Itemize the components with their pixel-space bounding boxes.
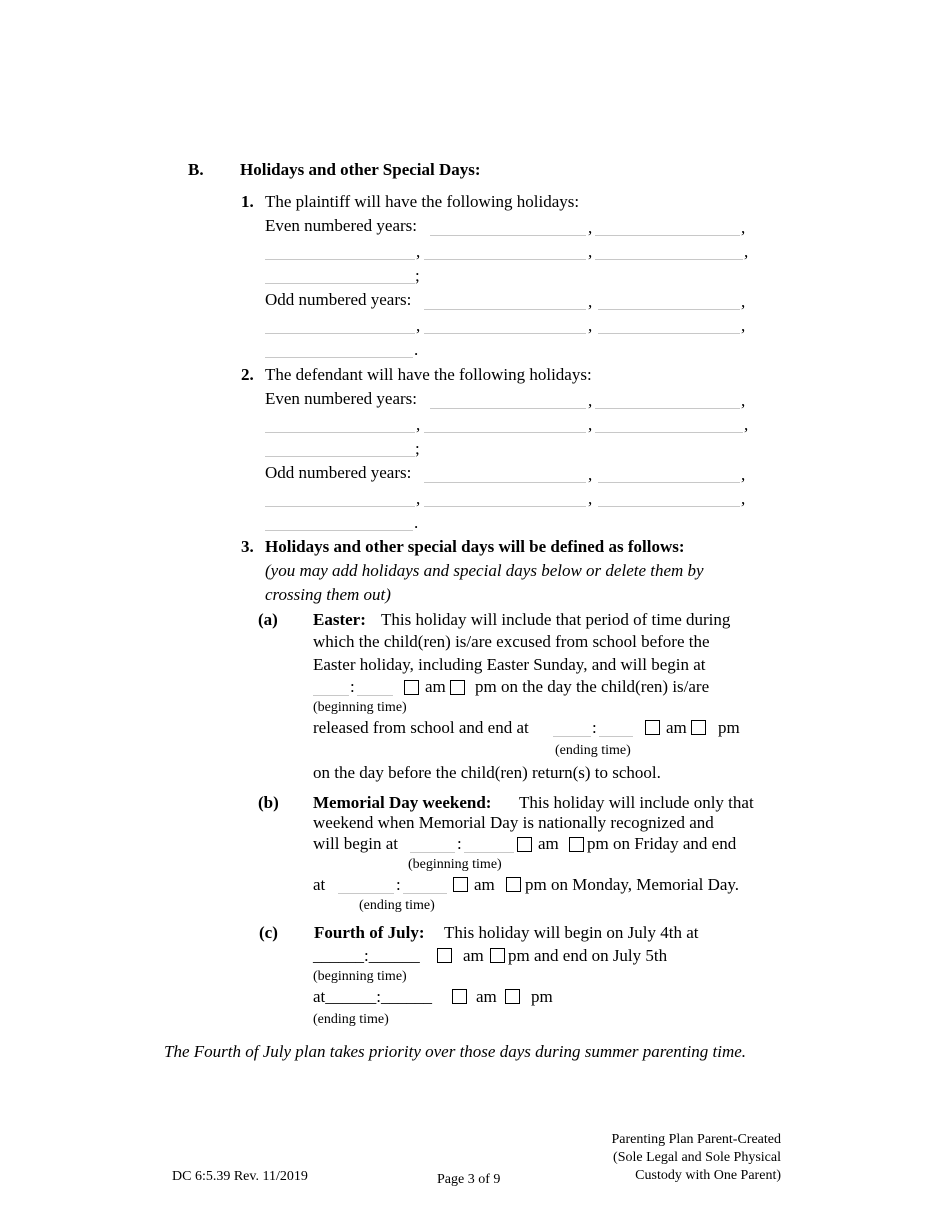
memorial-begin-am-label: am (538, 834, 559, 853)
easter-begin-am-checkbox[interactable] (404, 680, 419, 695)
memorial-begin-hour-field[interactable] (410, 852, 455, 853)
memorial-begin-pm-checkbox[interactable] (569, 837, 584, 852)
defendant-even-field-1[interactable] (430, 408, 586, 409)
july-title: Fourth of July: (314, 923, 425, 942)
plaintiff-odd-field-1[interactable] (424, 309, 586, 310)
july-letter: (c) (259, 923, 278, 942)
memorial-begin-minute-field[interactable] (464, 852, 514, 853)
footer-page-number: Page 3 of 9 (437, 1172, 501, 1187)
defendant-holidays-text: The defendant will have the following holidays: (265, 365, 592, 384)
item-2-number: 2. (241, 365, 254, 384)
easter-beginning-time-caption: (beginning time) (313, 700, 407, 715)
definitions-note-2: crossing them out) (265, 585, 391, 604)
easter-end-am-label: am (666, 718, 687, 737)
plaintiff-odd-field-5[interactable] (598, 333, 740, 334)
plaintiff-odd-field-2[interactable] (598, 309, 740, 310)
memorial-end-am-label: am (474, 875, 495, 894)
easter-begin-pm-checkbox[interactable] (450, 680, 465, 695)
defendant-even-field-6[interactable] (265, 456, 415, 457)
memorial-begin-am-checkbox[interactable] (517, 837, 532, 852)
defendant-odd-field-3[interactable] (265, 506, 415, 507)
easter-line-2: which the child(ren) is/are excused from school before the (313, 632, 710, 651)
item-1-number: 1. (241, 192, 254, 211)
easter-ending-time-caption: (ending time) (555, 743, 631, 758)
defendant-even-field-3[interactable] (265, 432, 415, 433)
definitions-note-1: (you may add holidays and special days below or delete them by (265, 561, 704, 580)
defendant-odd-field-6[interactable] (265, 530, 413, 531)
july-beginning-time-caption: (beginning time) (313, 969, 407, 984)
plaintiff-even-field-1[interactable] (430, 235, 586, 236)
july-end-pm-checkbox[interactable] (505, 989, 520, 1004)
memorial-end-pm-checkbox[interactable] (506, 877, 521, 892)
defendant-odd-field-1[interactable] (424, 482, 586, 483)
definitions-title: Holidays and other special days will be defined as follows: (265, 537, 685, 556)
memorial-will-begin: will begin at (313, 834, 398, 853)
easter-letter: (a) (258, 610, 278, 629)
footer-title-line-1: Parenting Plan Parent-Created (611, 1132, 781, 1147)
plaintiff-odd-label: Odd numbered years: (265, 290, 412, 309)
july-ending-time-caption: (ending time) (313, 1012, 389, 1027)
plaintiff-even-field-5[interactable] (595, 259, 743, 260)
defendant-even-label: Even numbered years: (265, 389, 417, 408)
july-end-am-label: am (476, 987, 497, 1006)
footer-form-id: DC 6:5.39 Rev. 11/2019 (172, 1169, 308, 1184)
memorial-ending-time-caption: (ending time) (359, 898, 435, 913)
section-title: Holidays and other Special Days: (240, 160, 481, 179)
memorial-end-pm-text: pm on Monday, Memorial Day. (525, 875, 740, 894)
section-letter: B. (188, 160, 204, 179)
priority-note: The Fourth of July plan takes priority over those days during summer parenting time. (164, 1042, 747, 1061)
july-begin-pm-text: pm and end on July 5th (508, 946, 668, 965)
defendant-even-field-5[interactable] (595, 432, 743, 433)
defendant-odd-label: Odd numbered years: (265, 463, 412, 482)
easter-end-pm-checkbox[interactable] (691, 720, 706, 735)
easter-line-3: Easter holiday, including Easter Sunday, and will begin at (313, 655, 706, 674)
plaintiff-odd-field-6[interactable] (265, 357, 413, 358)
memorial-end-minute-field[interactable] (403, 893, 447, 894)
plaintiff-holidays-text: The plaintiff will have the following holidays: (265, 192, 580, 211)
footer-title-line-2: (Sole Legal and Sole Physical (613, 1150, 781, 1165)
plaintiff-even-label: Even numbered years: (265, 216, 417, 235)
july-begin-pm-checkbox[interactable] (490, 948, 505, 963)
easter-title: Easter: (313, 610, 366, 629)
easter-end-minute-field[interactable] (599, 736, 633, 737)
plaintiff-odd-field-4[interactable] (424, 333, 586, 334)
memorial-letter: (b) (258, 793, 279, 812)
july-line-1: This holiday will begin on July 4th at (444, 923, 699, 942)
memorial-beginning-time-caption: (beginning time) (408, 857, 502, 872)
easter-end-am-checkbox[interactable] (645, 720, 660, 735)
footer-title-line-3: Custody with One Parent) (635, 1168, 781, 1183)
plaintiff-even-field-6[interactable] (265, 283, 415, 284)
plaintiff-even-field-3[interactable] (265, 259, 415, 260)
easter-last-line: on the day before the child(ren) return(s) to school. (313, 763, 661, 782)
july-begin-am-label: am (463, 946, 484, 965)
defendant-even-field-4[interactable] (424, 432, 586, 433)
easter-begin-minute-field[interactable] (357, 695, 393, 696)
july-begin-am-checkbox[interactable] (437, 948, 452, 963)
july-begin-time-field[interactable]: ______:______ (313, 946, 420, 965)
easter-released-text: released from school and end at (313, 718, 529, 737)
easter-end-hour-field[interactable] (553, 736, 591, 737)
memorial-line-2: weekend when Memorial Day is nationally recognized and (313, 813, 714, 832)
july-end-am-checkbox[interactable] (452, 989, 467, 1004)
memorial-end-am-checkbox[interactable] (453, 877, 468, 892)
defendant-odd-field-5[interactable] (598, 506, 740, 507)
memorial-line-1: This holiday will include only that (519, 793, 754, 812)
july-end-pm-label: pm (531, 987, 553, 1006)
memorial-at: at (313, 875, 326, 894)
plaintiff-even-field-2[interactable] (595, 235, 740, 236)
easter-end-pm-label: pm (718, 718, 740, 737)
defendant-odd-field-4[interactable] (424, 506, 586, 507)
memorial-begin-pm-text: pm on Friday and end (587, 834, 737, 853)
easter-begin-pm-text: pm on the day the child(ren) is/are (475, 677, 710, 696)
july-end-time-field[interactable]: at______:______ (313, 987, 432, 1006)
defendant-even-field-2[interactable] (595, 408, 740, 409)
item-3-number: 3. (241, 537, 254, 556)
defendant-odd-field-2[interactable] (598, 482, 740, 483)
plaintiff-odd-field-3[interactable] (265, 333, 415, 334)
memorial-title: Memorial Day weekend: (313, 793, 492, 812)
plaintiff-even-field-4[interactable] (424, 259, 586, 260)
easter-line-1: This holiday will include that period of time during (381, 610, 731, 629)
easter-begin-am-label: am (425, 677, 446, 696)
easter-begin-hour-field[interactable] (313, 695, 349, 696)
memorial-end-hour-field[interactable] (338, 893, 394, 894)
